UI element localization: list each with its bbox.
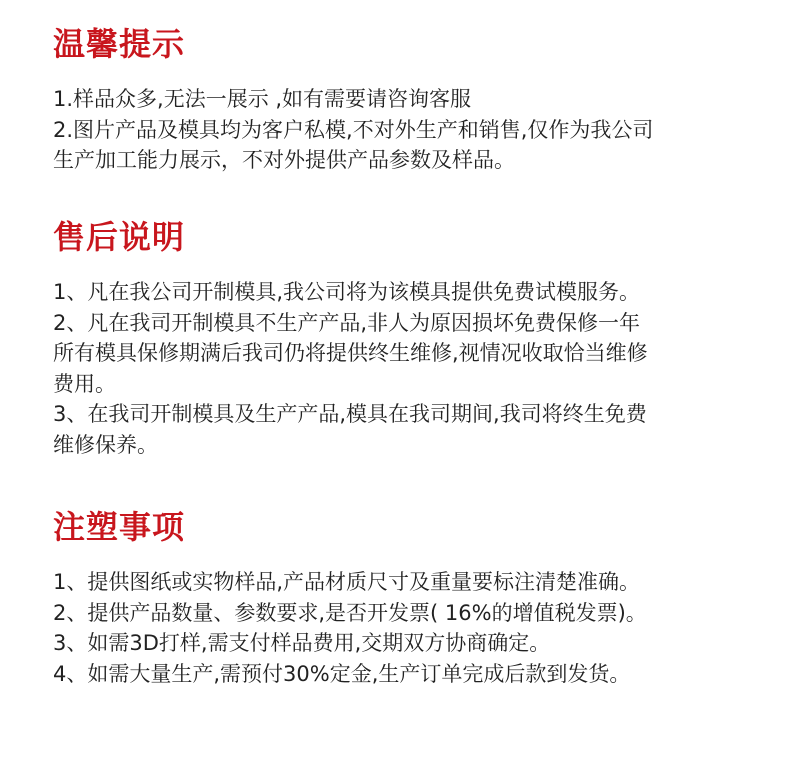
text-line: 3、如需3D打样,需支付样品费用,交期双方协商确定。 <box>53 631 551 655</box>
text-line: 2.图片产品及模具均为客户私模,不对外生产和销售,仅作为我公司 <box>53 117 654 142</box>
section-title-tips: 温馨提示 <box>53 25 186 63</box>
section-title-after-sales: 售后说明 <box>53 218 186 256</box>
section-injection-notes <box>53 507 760 689</box>
text-line: 4、如需大量生产,需预付30%定金,生产订单完成后款到发货。 <box>53 661 631 686</box>
text-line: 1、提供图纸或实物样品,产品材质尺寸及重量要标注清楚准确。 <box>53 570 641 594</box>
text-line: 生产加工能力展示，不对外提供产品参数及样品。 <box>53 148 515 172</box>
text-line: 1、凡在我公司开制模具,我公司将为该模具提供免费试模服务。 <box>53 280 641 304</box>
text-line: 费用。 <box>53 371 116 396</box>
text-line: 维修保养。 <box>53 432 158 457</box>
section-body-injection-notes <box>53 567 760 689</box>
section-title-injection-notes: 注塑事项 <box>53 508 186 546</box>
text-line: 2、提供产品数量、参数要求,是否开发票( 16%的增值税发票)。 <box>53 600 647 625</box>
text-line: 2、凡在我司开制模具不生产产品,非人为原因损坏免费保修一年 <box>53 310 641 335</box>
section-body-after-sales <box>53 277 760 460</box>
text-line: 1.样品众多,无法一展示 ,如有需要请咨询客服 <box>53 87 472 111</box>
section-body-tips <box>53 84 760 176</box>
section-tips <box>53 24 760 176</box>
text-line: 所有模具保修期满后我司仍将提供终生维修,视情况收取恰当维修 <box>53 341 648 365</box>
section-after-sales <box>53 217 760 460</box>
text-line: 3、在我司开制模具及生产产品,模具在我司期间,我司将终生免费 <box>53 402 647 426</box>
